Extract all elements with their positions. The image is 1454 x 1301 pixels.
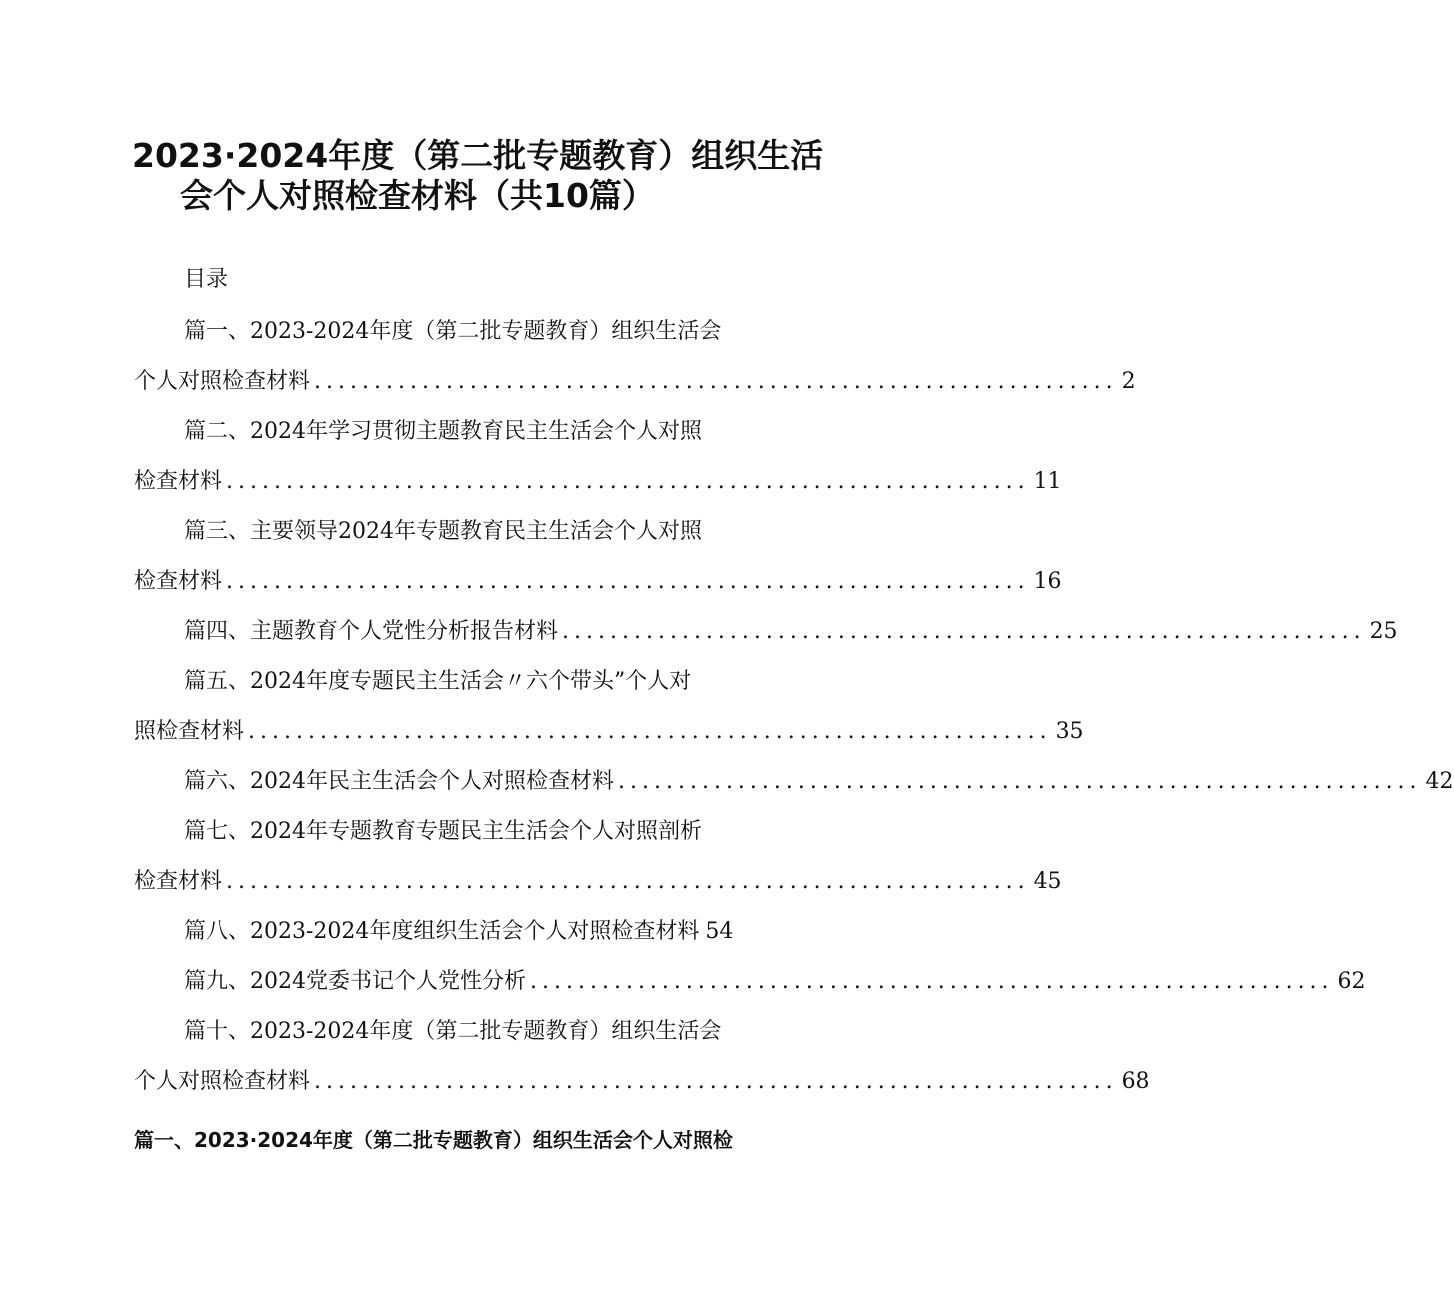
toc-entry-text: 检查材料 [134, 569, 223, 594]
toc-entry-text: 个人对照检查材料 [134, 369, 311, 394]
toc-entry-text: 照检查材料 [134, 719, 245, 744]
dot-leader: ................................................................... [618, 769, 1422, 794]
document-title [132, 136, 824, 216]
toc-entry-3-line2[interactable] [134, 566, 1062, 598]
dot-leader: ................................................................... [530, 969, 1334, 994]
toc-entry-2-line2[interactable] [134, 466, 1062, 498]
toc-entry-3-line1[interactable]: 篇三、主要领导2024年专题教育民主生活会个人对照 [184, 519, 702, 544]
title-line-2: 会个人对照检查材料（共10篇） [180, 176, 655, 215]
toc-entry-text: 个人对照检查材料 [134, 1069, 311, 1094]
toc-page-number: 68 [1121, 1069, 1150, 1094]
toc-entry-8[interactable] [184, 916, 770, 948]
toc-page-number: 54 [705, 919, 734, 944]
toc-entry-10-line1[interactable]: 篇十、2023-2024年度（第二批专题教育）组织生活会 [184, 1019, 722, 1044]
toc-page-number: 2 [1121, 369, 1136, 394]
toc-entry-10-line2[interactable] [134, 1066, 1150, 1098]
toc-entry-text: 篇九、2024党委书记个人党性分析 [184, 969, 526, 994]
dot-leader: ................................................................... [562, 619, 1366, 644]
toc-entry-7-line2[interactable] [134, 866, 1062, 898]
toc-page-number: 62 [1337, 969, 1366, 994]
dot-leader: ................................................................... [226, 569, 1030, 594]
dot-leader: ................................................................... [314, 1069, 1118, 1094]
toc-entry-7-line1[interactable]: 篇七、2024年专题教育专题民主生活会个人对照剖析 [184, 819, 702, 844]
toc-entry-text: 检查材料 [134, 869, 223, 894]
toc-entry-text: 篇六、2024年民主生活会个人对照检查材料 [184, 769, 614, 794]
toc-page-number: 16 [1033, 569, 1062, 594]
toc-entry-5-line2[interactable] [134, 716, 1084, 748]
dot-leader: ................................................................... [248, 719, 1052, 744]
toc-entry-5-line1[interactable]: 篇五、2024年度专题民主生活会〃六个带头”个人对 [184, 669, 692, 694]
title-line-1: 2023·2024年度（第二批专题教育）组织生活 [132, 136, 824, 175]
toc-heading: 目录 [184, 267, 229, 292]
toc-entry-text: 检查材料 [134, 469, 223, 494]
toc-page-number: 11 [1033, 469, 1062, 494]
section-heading: 篇一、2023·2024年度（第二批专题教育）组织生活会个人对照检 [134, 1128, 733, 1152]
toc-entry-9[interactable] [184, 966, 1366, 998]
dot-leader: ................................................................... [226, 869, 1030, 894]
toc-entry-6[interactable] [184, 766, 1454, 798]
dot-leader: ................................................................... [226, 469, 1030, 494]
toc-page-number: 45 [1033, 869, 1062, 894]
toc-page-number: 42 [1425, 769, 1454, 794]
toc-page-number: 25 [1369, 619, 1398, 644]
toc-entry-text: 篇八、2023-2024年度组织生活会个人对照检查材料 [184, 919, 700, 944]
toc-entry-2-line1[interactable]: 篇二、2024年学习贯彻主题教育民主生活会个人对照 [184, 419, 702, 444]
toc-entry-1-line2[interactable] [134, 366, 1136, 398]
toc-entry-1-line1[interactable]: 篇一、2023-2024年度（第二批专题教育）组织生活会 [184, 319, 722, 344]
toc-entry-4[interactable] [184, 616, 1398, 648]
dot-leader: ................................................................... [314, 369, 1118, 394]
toc-entry-text: 篇四、主题教育个人党性分析报告材料 [184, 619, 559, 644]
toc-page-number: 35 [1055, 719, 1084, 744]
